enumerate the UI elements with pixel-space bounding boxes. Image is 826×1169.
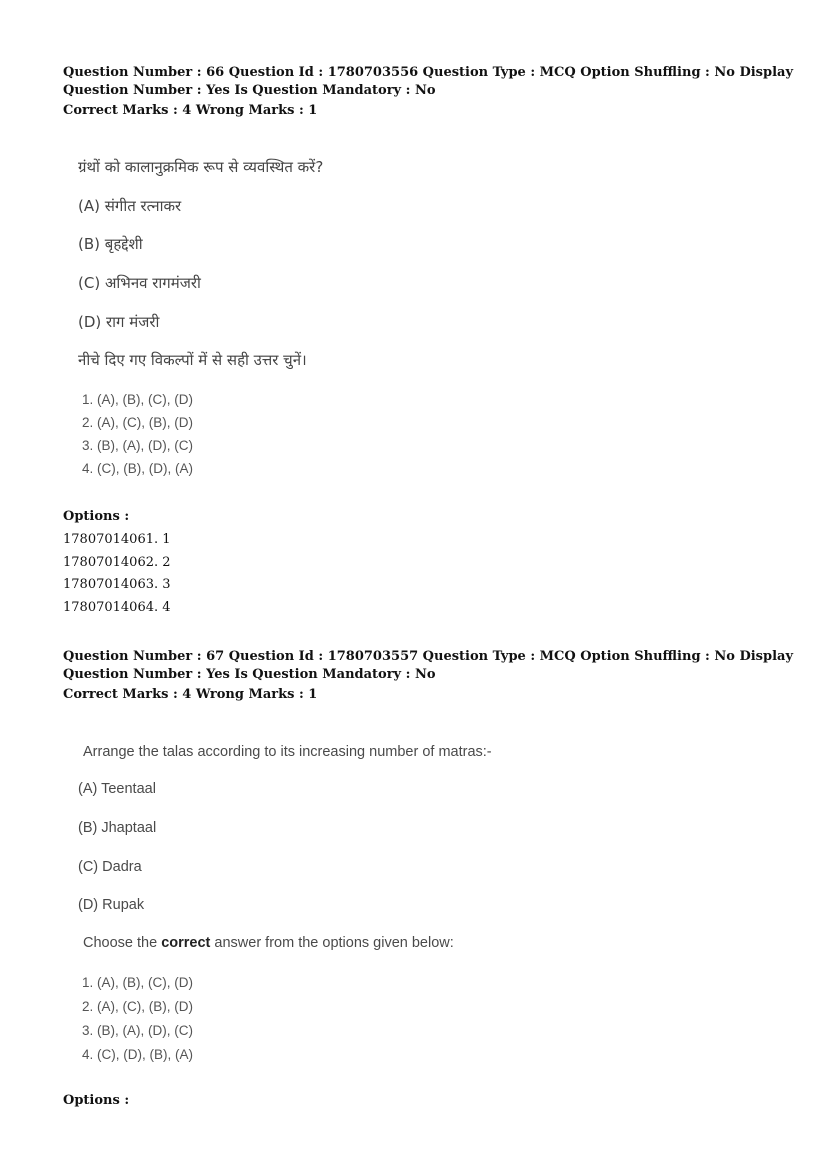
question-66-instruction: नीचे दिए गए विकल्पों में से सही उत्तर चुनें।: [78, 351, 307, 369]
option-id-4: 17807014064. 4: [63, 599, 171, 615]
question-67-item-d: (D) Rupak: [78, 897, 145, 913]
question-66-metadata: [63, 64, 793, 120]
meta-line-3: Correct Marks : 4 Wrong Marks : 1: [63, 687, 318, 702]
question-66-options-label: Options :: [63, 509, 130, 524]
meta-line-3: Correct Marks : 4 Wrong Marks : 1: [63, 103, 318, 118]
meta-line-1: Question Number : 67 Question Id : 1780703557 Question Type : MCQ Option Shuffling : No Display: [63, 649, 793, 664]
question-67-item-c: (C) Dadra: [78, 859, 142, 875]
meta-line-1: Question Number : 66 Question Id : 1780703556 Question Type : MCQ Option Shuffling : No Display: [63, 65, 793, 80]
question-67-options-label: Options :: [63, 1093, 130, 1108]
question-67-choices: [82, 971, 193, 1067]
instruction-part-2: answer from the options given below:: [210, 935, 454, 951]
choice-4: 4. (C), (D), (B), (A): [82, 1047, 193, 1062]
question-66-option-ids: [63, 529, 171, 619]
option-id-1: 17807014061. 1: [63, 532, 171, 547]
choice-4: 4. (C), (B), (D), (A): [82, 461, 193, 476]
option-id-3: 17807014063. 3: [63, 577, 171, 592]
choice-1: 1. (A), (B), (C), (D): [82, 975, 193, 990]
question-67-item-b: (B) Jhaptaal: [78, 820, 157, 836]
question-67-metadata: [63, 648, 793, 704]
question-66-item-a: (A) संगीत रत्नाकर: [78, 197, 182, 215]
choice-2: 2. (A), (C), (B), (D): [82, 415, 193, 430]
question-66-item-d: (D) राग मंजरी: [78, 313, 160, 331]
question-66-item-c: (C) अभिनव रागमंजरी: [78, 274, 201, 292]
question-67-stem: Arrange the talas according to its increasing number of matras:-: [83, 744, 492, 760]
choice-3: 3. (B), (A), (D), (C): [82, 1023, 193, 1038]
meta-line-2: Question Number : Yes Is Question Mandatory : No: [63, 83, 436, 98]
question-66-stem: ग्रंथों को कालानुक्रमिक रूप से व्यवस्थित करें?: [78, 158, 324, 176]
question-67-item-a: (A) Teentaal: [78, 781, 156, 797]
instruction-bold-word: correct: [161, 935, 211, 951]
question-66-item-b: (B) बृहद्देशी: [78, 235, 143, 253]
choice-1: 1. (A), (B), (C), (D): [82, 392, 193, 407]
meta-line-2: Question Number : Yes Is Question Mandatory : No: [63, 667, 436, 682]
choice-3: 3. (B), (A), (D), (C): [82, 438, 193, 453]
choice-2: 2. (A), (C), (B), (D): [82, 999, 193, 1014]
option-id-2: 17807014062. 2: [63, 554, 171, 570]
instruction-part-1: Choose the: [83, 935, 162, 951]
question-67-instruction: [83, 935, 454, 951]
question-66-choices: [82, 388, 193, 480]
